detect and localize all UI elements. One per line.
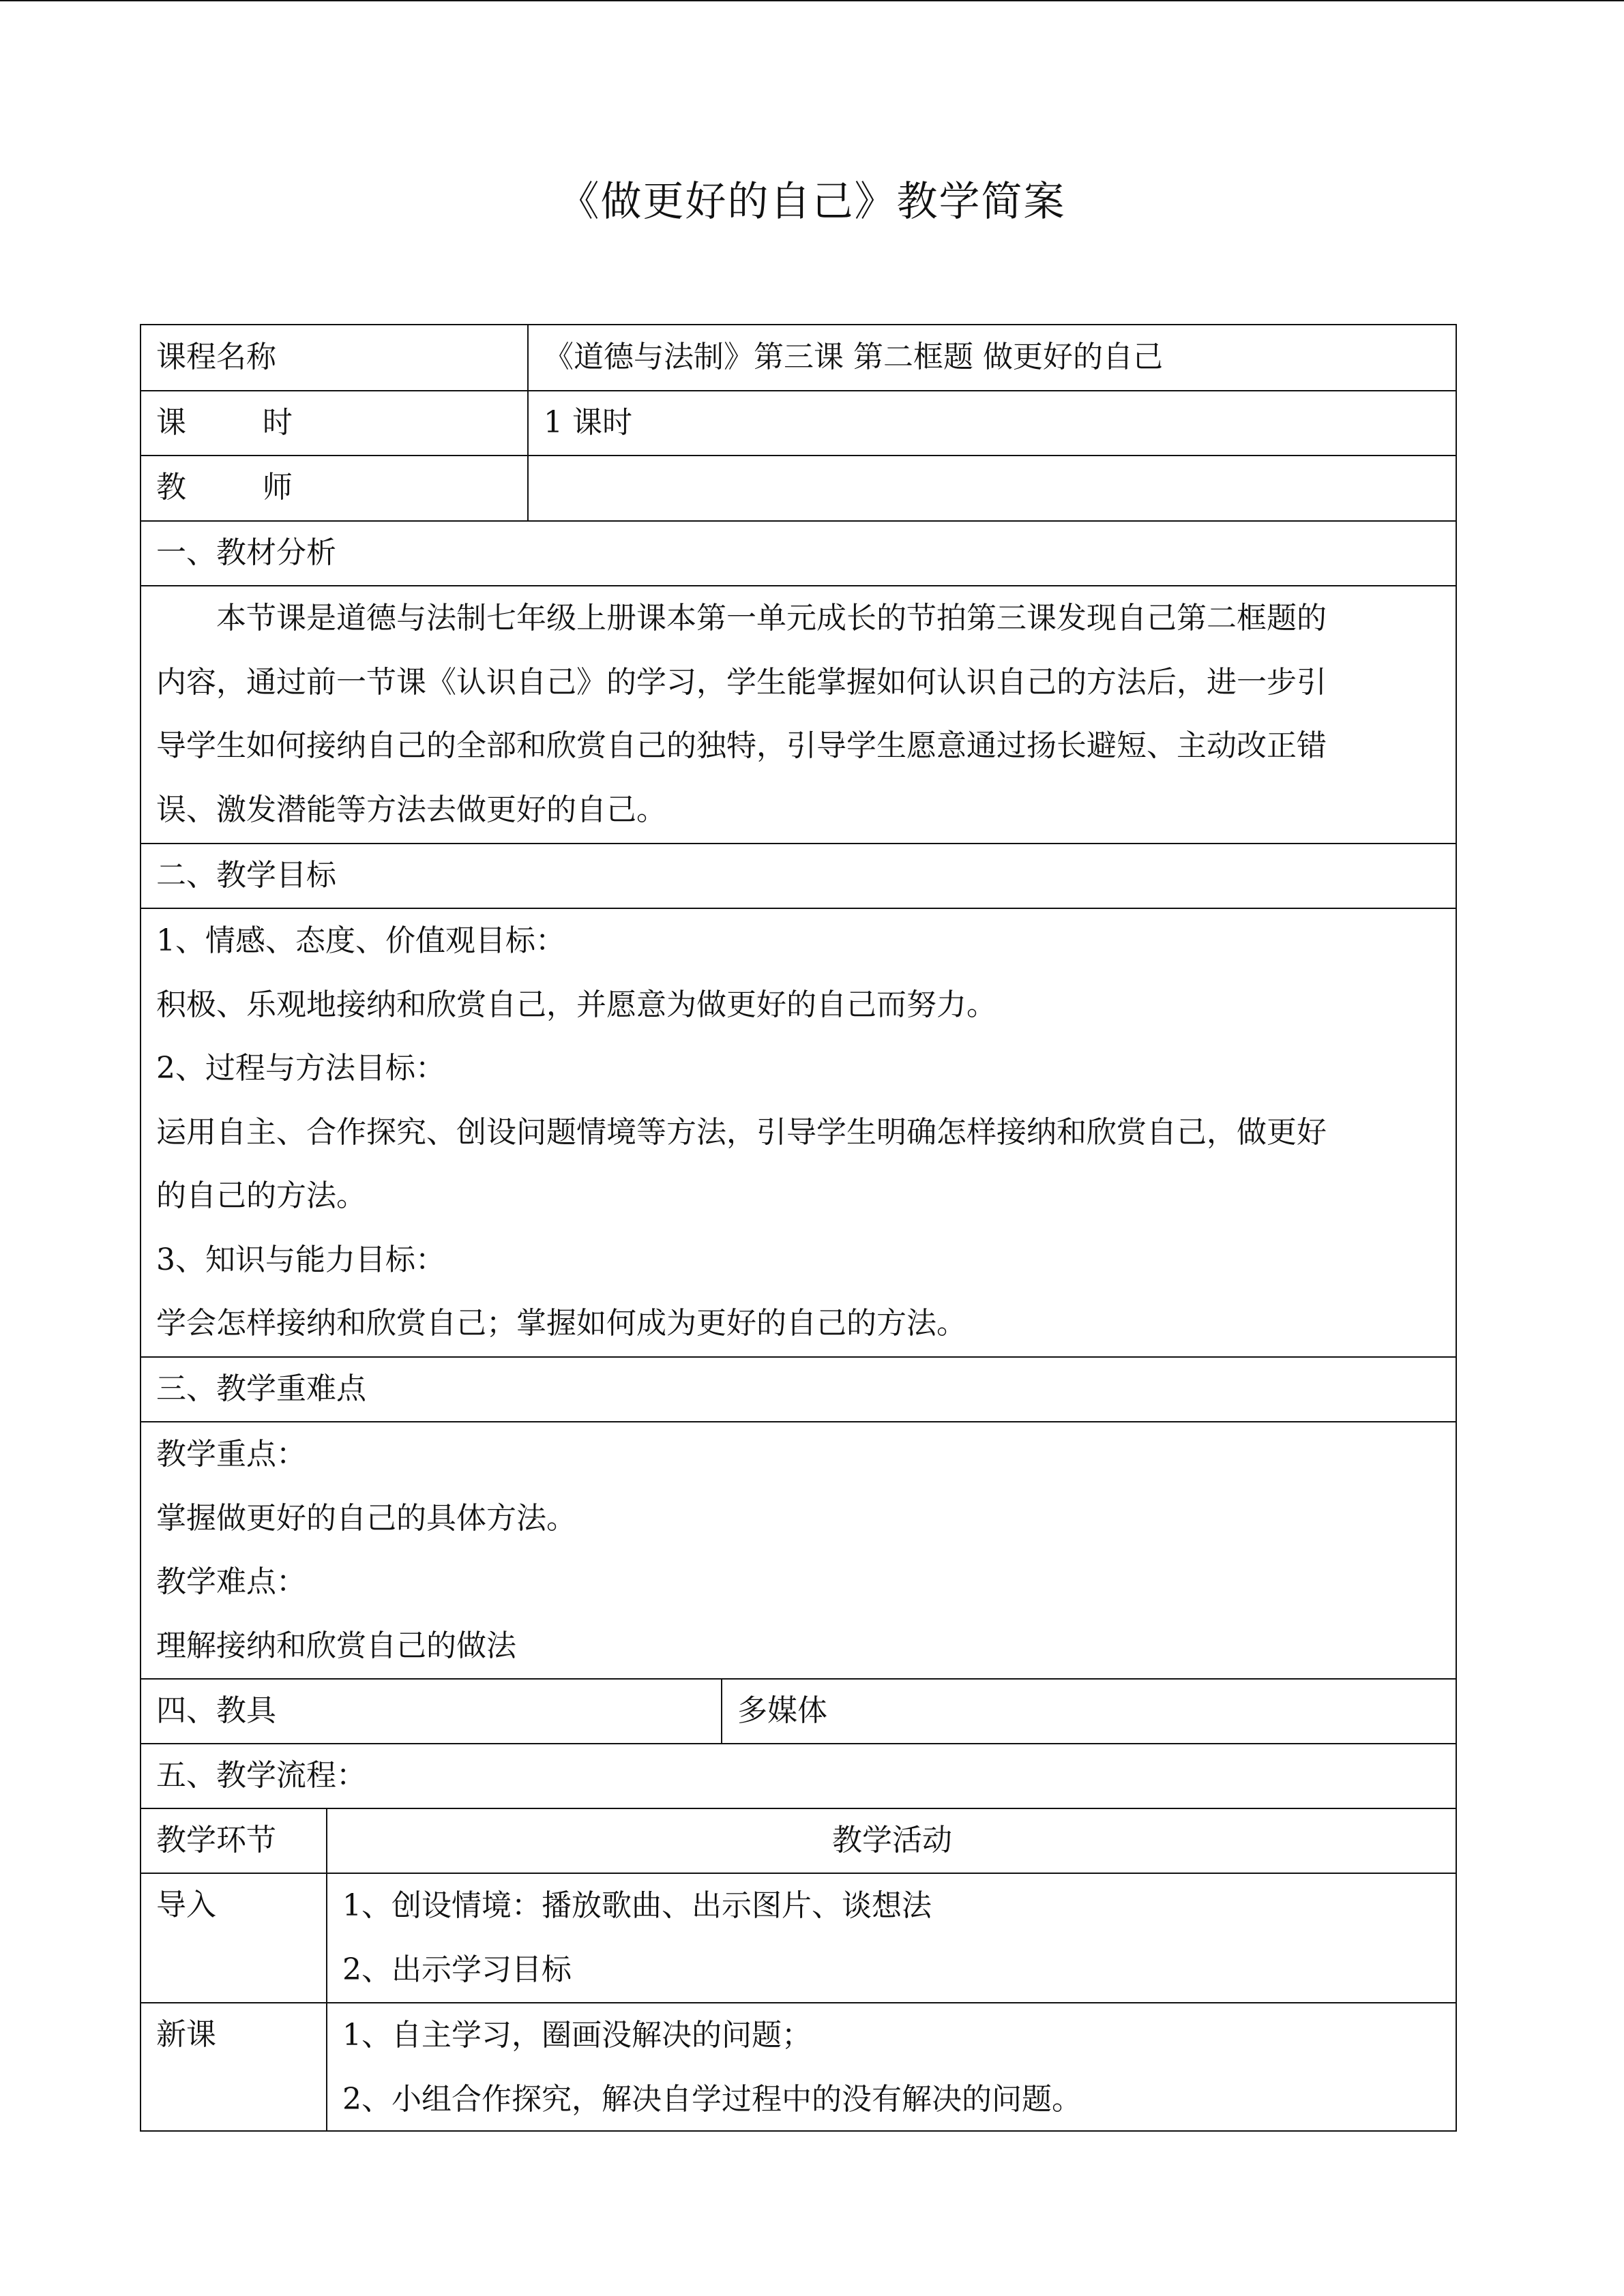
paragraph-line: 3、知识与能力目标： [156, 1242, 445, 1277]
section-heading-key-difficult-points: 三、教学重难点 [156, 1371, 366, 1406]
process-activities-intro [342, 1874, 932, 2001]
paragraph-line: 掌握做更好的自己的具体方法。 [156, 1500, 576, 1536]
teaching-aids-value: 多媒体 [737, 1693, 827, 1728]
paragraph-line: 误、激发潜能等方法去做更好的自己。 [156, 792, 666, 827]
paragraph-line: 运用自主、合作探究、创设问题情境等方法，引导学生明确怎样接纳和欣赏自己，做更好 [156, 1114, 1327, 1150]
page-top-border [0, 0, 1624, 1]
class-hours-label: 课 时 [156, 405, 293, 440]
column-divider [326, 1808, 327, 2132]
class-hours-value: 1 课时 [544, 405, 632, 440]
process-activities-new-lesson [342, 2003, 1082, 2131]
row-divider [140, 455, 1457, 456]
paragraph-line: 教学难点： [156, 1564, 306, 1599]
section-heading-teaching-aids: 四、教具 [156, 1693, 276, 1728]
paragraph-line: 本节课是道德与法制七年级上册课本第一单元成长的节拍第三课发现自己第二框题的 [156, 601, 1327, 636]
row-divider [140, 390, 1457, 391]
row-divider [140, 520, 1457, 522]
activity-item: 1、创设情境：播放歌曲、出示图片、谈想法 [342, 1888, 932, 1923]
paragraph-line: 导学生如何接纳自己的全部和欣赏自己的独特，引导学生愿意通过扬长避短、主动改正错 [156, 728, 1327, 763]
section-heading-material-analysis: 一、教材分析 [156, 535, 336, 570]
activity-item: 2、出示学习目标 [342, 1952, 572, 1987]
section-heading-teaching-objectives: 二、教学目标 [156, 858, 336, 893]
process-col-header-activity: 教学活动 [832, 1823, 952, 1858]
process-stage-intro: 导入 [156, 1888, 216, 1922]
material-analysis-text [156, 586, 1327, 841]
paragraph-line: 理解接纳和欣赏自己的做法 [156, 1628, 516, 1663]
key-difficult-points-text [156, 1422, 576, 1678]
paragraph-line: 积极、乐观地接纳和欣赏自己，并愿意为做更好的自己而努力。 [156, 987, 996, 1022]
row-divider [140, 843, 1457, 844]
teaching-objectives-text [156, 909, 1327, 1356]
activity-item: 2、小组合作探究，解决自学过程中的没有解决的问题。 [342, 2081, 1082, 2117]
row-divider [140, 1808, 1457, 1809]
process-col-header-stage: 教学环节 [156, 1823, 276, 1858]
document-title: 《做更好的自己》教学简案 [558, 178, 1066, 226]
activity-item: 1、自主学习，圈画没解决的问题； [342, 2018, 812, 2053]
course-name-label: 课程名称 [156, 340, 276, 374]
row-divider [140, 1356, 1457, 1358]
row-divider [140, 1678, 1457, 1680]
paragraph-line: 内容，通过前一节课《认识自己》的学习，学生能掌握如何认识自己的方法后，进一步引 [156, 664, 1327, 700]
paragraph-line: 教学重点： [156, 1437, 306, 1472]
process-stage-new-lesson: 新课 [156, 2017, 216, 2052]
paragraph-line: 的自己的方法。 [156, 1178, 366, 1213]
column-divider [721, 1678, 722, 1744]
course-name-value: 《道德与法制》第三课 第二框题 做更好的自己 [544, 340, 1163, 374]
paragraph-line: 学会怎样接纳和欣赏自己；掌握如何成为更好的自己的方法。 [156, 1306, 966, 1341]
teacher-label: 教 师 [156, 470, 293, 505]
row-divider [140, 1743, 1457, 1744]
column-divider [527, 324, 529, 522]
paragraph-line: 1、情感、态度、价值观目标： [156, 923, 565, 958]
paragraph-line: 2、过程与方法目标： [156, 1051, 445, 1086]
section-heading-teaching-process: 五、教学流程： [156, 1758, 366, 1793]
